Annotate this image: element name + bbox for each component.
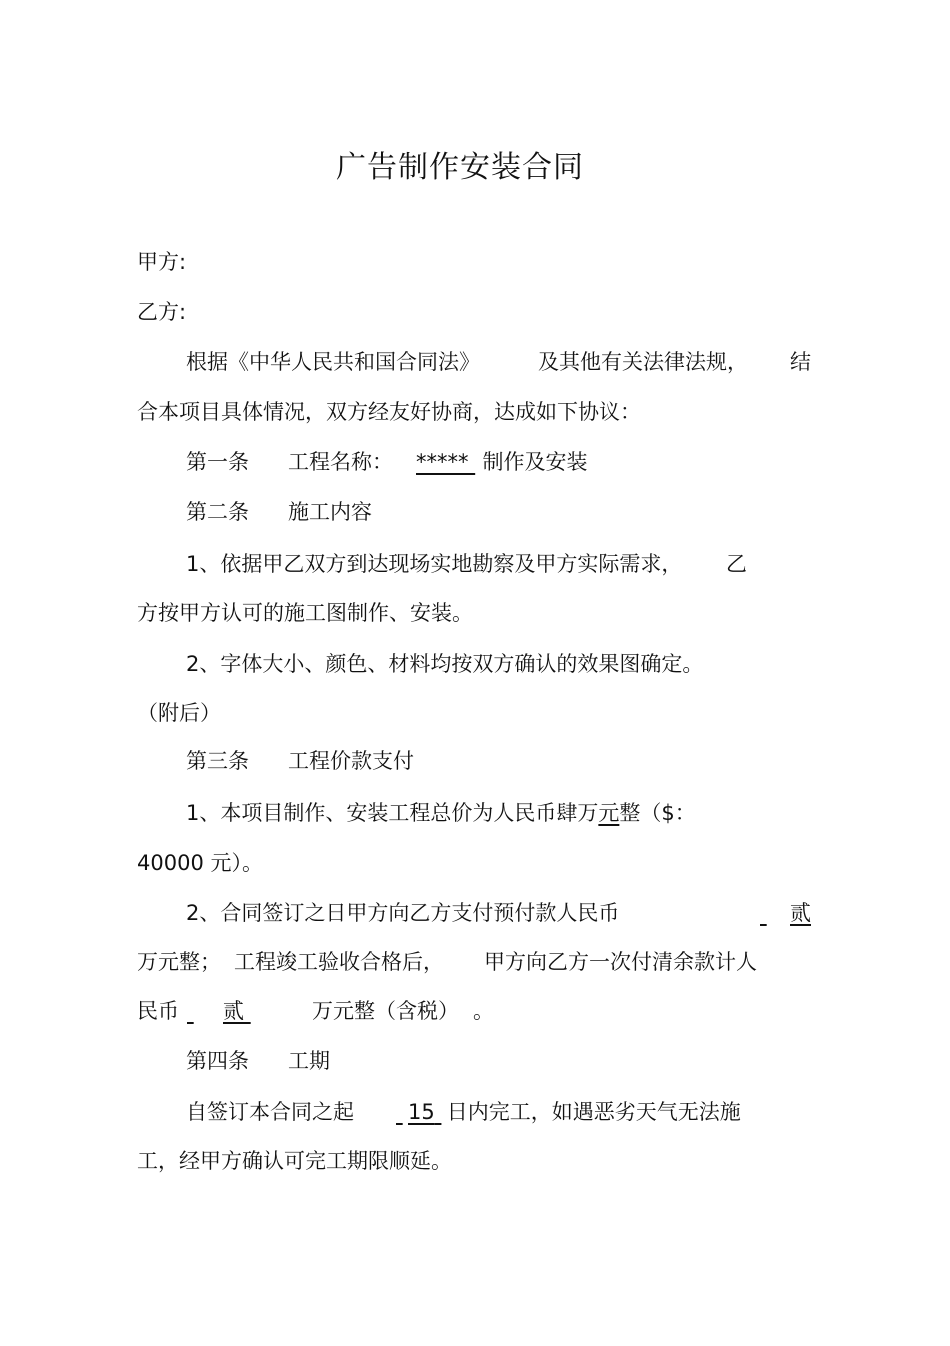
- article-1-heading: 第一条: [186, 450, 249, 474]
- project-name-suffix: 制作及安装: [482, 450, 588, 474]
- article-2-heading: 第二条: [186, 500, 249, 524]
- article-2-item-1b: 乙: [726, 552, 747, 576]
- intro-text-4: 合本项目具体情况，双方经友好协商，达成如下协议：: [137, 400, 641, 424]
- article-2-item-1a: 1、依据甲乙双方到达现场实地勘察及甲方实际需求，: [186, 552, 683, 576]
- article-3-label: 工程价款支付: [288, 749, 414, 773]
- article-3-item-2b: 万元整；: [137, 950, 221, 974]
- balance-period: 。: [473, 999, 494, 1023]
- article-4-heading: 第四条: [186, 1049, 249, 1073]
- intro-text-3: 结: [790, 350, 811, 374]
- article-3-item-2e: [137, 1001, 494, 1022]
- article-3-heading: 第三条: [186, 749, 249, 773]
- intro-text-2: 及其他有关法律法规，: [538, 350, 748, 374]
- total-price-paren: 整（$：: [619, 801, 696, 825]
- article-4-label: 工期: [288, 1049, 330, 1073]
- article-1-label: 工程名称：: [288, 450, 393, 474]
- advance-amount-field: [760, 903, 811, 924]
- article-2-label: 施工内容: [288, 500, 372, 524]
- article-2-item-2a: 2、字体大小、颜色、材料均按双方确认的效果图确定。: [186, 652, 704, 676]
- rmb-label: 民币: [137, 999, 179, 1023]
- article-3-item-1c: 40000 元）。: [137, 851, 263, 875]
- project-name-field: [416, 452, 588, 473]
- article-3-item-2a: 2、合同签订之日甲方向乙方支付预付款人民币: [186, 901, 620, 925]
- article-4-text-c: 工，经甲方确认可完工期限顺延。: [137, 1149, 452, 1173]
- article-3-item-2d: 甲方向乙方一次付清余款计人: [484, 950, 757, 974]
- balance-amount-suffix: 万元整（含税）: [312, 999, 459, 1023]
- total-price-unit: 元: [598, 801, 620, 825]
- article-4-text-b: 日内完工，如遇恶劣天气无法施: [446, 1100, 741, 1124]
- balance-amount-value: 贰: [223, 999, 244, 1023]
- duration-field: [396, 1102, 741, 1123]
- article-2-item-2b: （附后）: [137, 701, 221, 725]
- advance-amount-value: 贰: [790, 901, 811, 925]
- document-title: 广告制作安装合同: [336, 150, 584, 185]
- article-4-text-a: 自签订本合同之起: [186, 1100, 354, 1124]
- article-3-item-2c: 工程竣工验收合格后，: [234, 950, 444, 974]
- article-2-item-1c: 方按甲方认可的施工图制作、安装。: [137, 601, 473, 625]
- party-a-label: 甲方:: [137, 250, 187, 274]
- article-3-item-1a: [186, 803, 696, 824]
- party-b-label: 乙方:: [137, 300, 187, 324]
- project-name-value: *****: [416, 450, 469, 474]
- intro-text-1: 根据《中华人民共和国合同法》: [186, 350, 480, 374]
- duration-days: 15: [408, 1100, 435, 1124]
- total-price-text: 1、本项目制作、安装工程总价为人民币肆万: [186, 801, 599, 825]
